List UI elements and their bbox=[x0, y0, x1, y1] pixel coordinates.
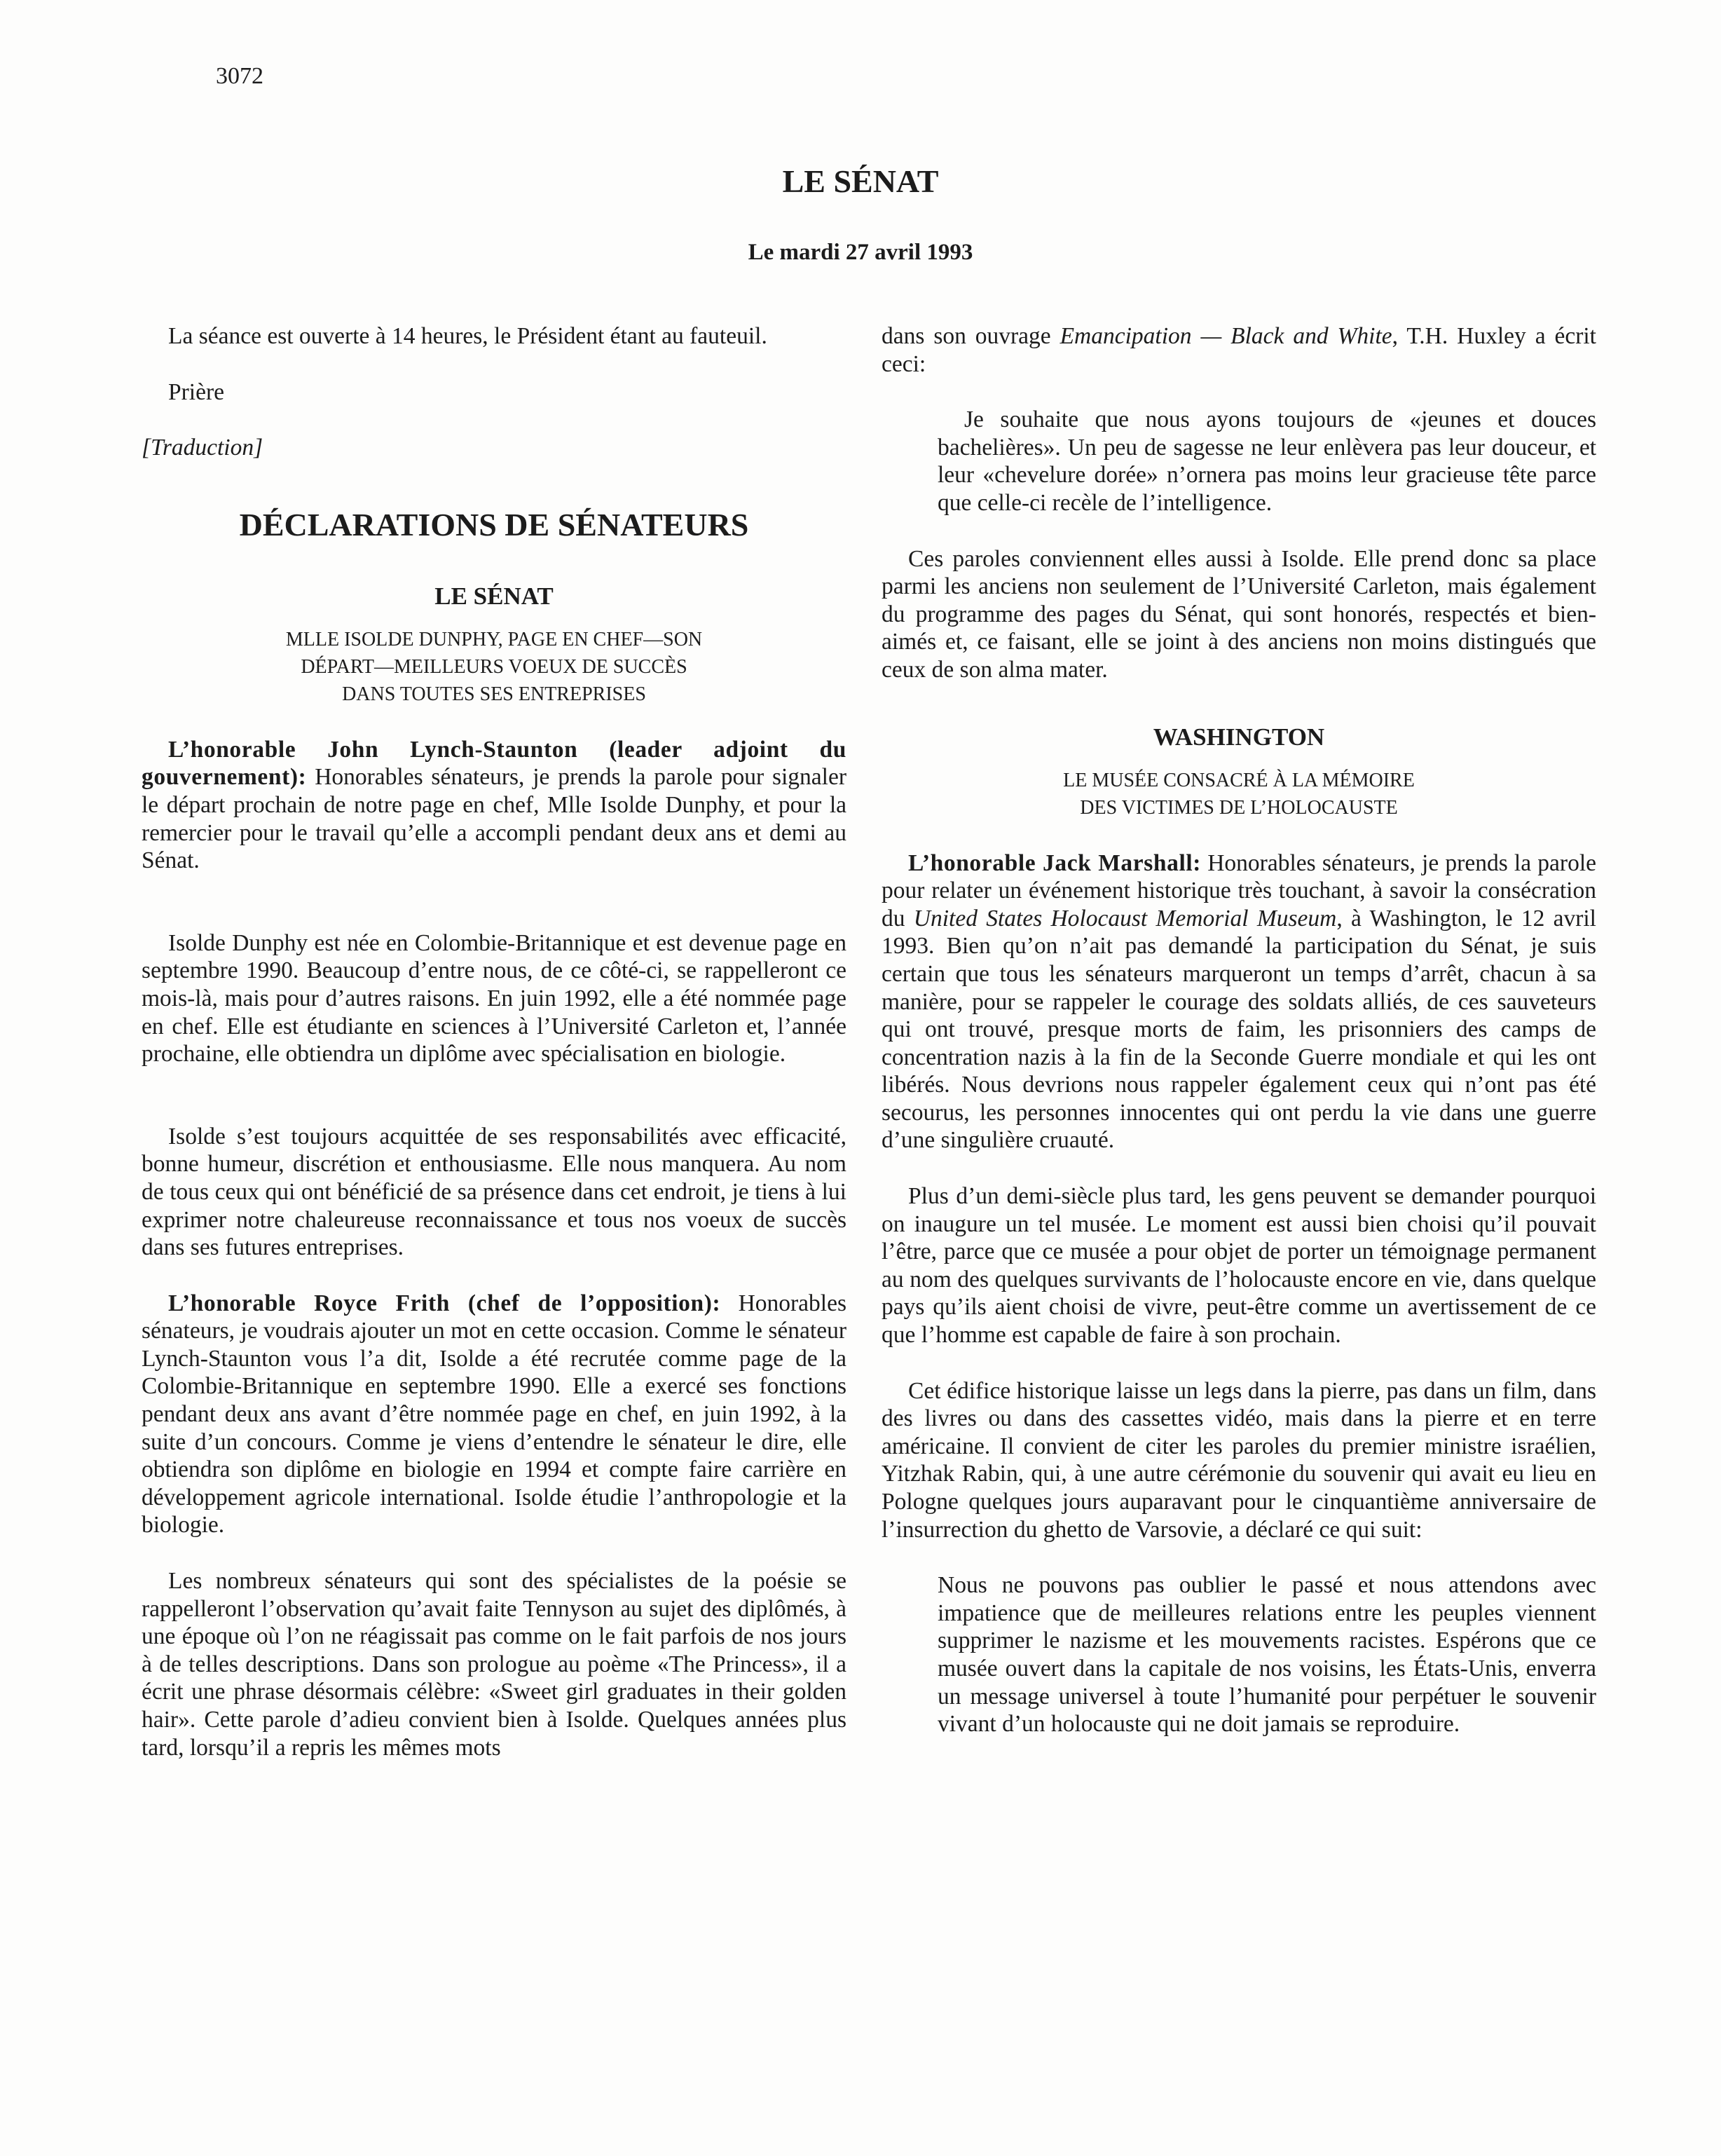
paragraph-legacy: Cet édifice historique laisse un legs dans la pierre, pas dans un film, dans des livres ou dans des cassettes vidéo, mais dans la pierre et en terre américaine. Il convient de citer les paroles du premier ministre israélien, Yitzhak Rabin, qui, à une autre cérémonie du souvenir qui avait eu lieu en Pologne quelques jours auparavant pour le cinquantième anniversaire de l’insurrection du ghetto de Varsovie, a déclaré ce qui suit: bbox=[882, 1377, 1596, 1543]
speech-text: Honorables sénateurs, je prends la parole pour relater un événement historique très touchant, à savoir la consécration du bbox=[882, 850, 1596, 932]
speech-text: Honorables sénateurs, je prends la parole pour signaler le départ prochain de notre page en chef, Mlle Isolde Dunphy, et pour la remercier pour le travail qu’elle a accompli pendant deux ans et demi au Sénat. bbox=[142, 764, 846, 874]
subsection-heading-senate: LE SÉNAT bbox=[434, 582, 554, 610]
topic-heading-dunphy bbox=[142, 626, 846, 708]
text-run: dans son ouvrage bbox=[882, 323, 1060, 349]
book-title: Emancipation — Black and White bbox=[1060, 323, 1392, 349]
speech-text: , à Washington, le 12 avril 1993. Bien qu’on n’ait pas demandé la participation du Sénat, je suis certain que tous les sénateurs marqueront un temps d’arrêt, chacun à sa manière, pour se rappeler le courage des soldats alliés, de ces sauveteurs qui ont trouvé, presque morts de faim, les prisonniers des camps de concentration nazis à la fin de la Seconde Guerre mondiale et qui les ont libérés. Nous devrions nous rappeler également ceux qui n’ont pas été secourus, les personnes innocentes qui ont perdu la vie dans une guerre d’une singulière cruauté. bbox=[882, 905, 1596, 1154]
subsection-heading-washington: WASHINGTON bbox=[1153, 723, 1325, 751]
topic-line: LE MUSÉE CONSACRÉ À LA MÉMOIRE bbox=[1063, 769, 1415, 791]
topic-line: DANS TOUTES SES ENTREPRISES bbox=[342, 683, 646, 705]
speech-lynch-staunton bbox=[142, 736, 846, 875]
speaker-name: L’honorable Royce Frith (chef de l’opposition): bbox=[168, 1290, 721, 1316]
page-number: 3072 bbox=[216, 63, 263, 89]
paragraph-responsibilities: Isolde s’est toujours acquittée de ses responsabilités avec efficacité, bonne humeur, discrétion et enthousiasme. Elle nous manquera. Au nom de tous ceux qui ont bénéficié de sa présence dans cet endroit, je tiens à lui exprimer notre chaleureuse reconnaissance et tous nos voeux de succès dans ses futures entreprises. bbox=[142, 1123, 846, 1261]
paragraph-half-century: Plus d’un demi-siècle plus tard, les gens peuvent se demander pourquoi on inaugure un tel musée. Le moment est aussi bien choisi qu’il pouvait l’être, parce que ce musée a pour objet de porter un témoignage permanent au nom des quelques survivants de l’holocauste encore en vie, dans quelque pays qu’ils aient choisi de vivre, peut-être comme un avertissement de ce que l’homme est capable de faire à son prochain. bbox=[882, 1183, 1596, 1349]
section-heading: DÉCLARATIONS DE SÉNATEURS bbox=[239, 506, 749, 543]
quote-huxley: Je souhaite que nous ayons toujours de «jeunes et douces bachelières». Un peu de sagesse ne leur enlèvera pas leur douceur, et leur «chevelure dorée» n’ornera pas moins leur gracieuse tête parce que celle-ci recèle de l’intelligence. bbox=[938, 407, 1596, 516]
sitting-date: Le mardi 27 avril 1993 bbox=[748, 240, 973, 265]
paragraph-closing: Ces paroles conviennent elles aussi à Isolde. Elle prend donc sa place parmi les anciens non seulement de l’Université Carleton, mais également du programme des pages du Sénat, qui sont honorés, respectés et bien-aimés et, ce faisant, elle se joint à des anciens non moins distingués que ceux de son alma mater. bbox=[882, 545, 1596, 683]
museum-name: United States Holocaust Memorial Museum bbox=[913, 905, 1337, 932]
speech-frith bbox=[142, 1290, 846, 1539]
paragraph-huxley bbox=[882, 322, 1596, 378]
translation-note: [Traduction] bbox=[142, 435, 263, 461]
page-title: LE SÉNAT bbox=[782, 163, 939, 199]
topic-line: DES VICTIMES DE L’HOLOCAUSTE bbox=[1080, 796, 1398, 819]
topic-line: DÉPART—MEILLEURS VOEUX DE SUCCÈS bbox=[301, 655, 687, 678]
speech-marshall bbox=[882, 850, 1596, 1155]
quote-rabin: Nous ne pouvons pas oublier le passé et nous attendons avec impatience que de meilleures relations entre les peuples viennent supprimer le nazisme et les mouvements racistes. Espérons que ce musée ouvert dans la capitale de nos voisins, les États-Unis, enverra un message universel à toute l’humanité pour perpétuer le souvenir vivant d’un holocauste qui ne doit jamais se reproduire. bbox=[938, 1572, 1596, 1738]
right-column bbox=[882, 322, 1596, 1738]
topic-heading-holocaust bbox=[882, 767, 1596, 821]
topic-line: MLLE ISOLDE DUNPHY, PAGE EN CHEF—SON bbox=[285, 628, 703, 650]
left-column bbox=[142, 322, 846, 1761]
paragraph-tennyson: Les nombreux sénateurs qui sont des spécialistes de la poésie se rappelleront l’observation qu’avait faite Tennyson au sujet des diplômés, à une époque où l’on ne réagissait pas comme on le fait parfois de nos jours à de telles descriptions. Dans son prologue au poème «The Princess», il a écrit une phrase désormais célèbre: «Sweet girl graduates in their golden hair». Cette parole d’adieu convient bien à Isolde. Quelques années plus tard, lorsqu’il a repris les mêmes mots bbox=[142, 1568, 846, 1761]
speech-text: Honorables sénateurs, je voudrais ajouter un mot en cette occasion. Comme le sénateur Lynch-Staunton vous l’a dit, Isolde a été recrutée comme page de la Colombie-Britannique en septembre 1990. Elle a exercé ses fonctions pendant deux ans avant d’être nommée page en chef, en juin 1992, à la suite d’un concours. Comme je viens d’entendre le sénateur le dire, elle obtiendra son diplôme en biologie en 1994 et compte faire carrière en développement agricole international. Isolde étudie l’anthropologie et la biologie. bbox=[142, 1290, 846, 1538]
opening-paragraph: La séance est ouverte à 14 heures, le Président étant au fauteuil. bbox=[168, 323, 767, 349]
speaker-name: L’honorable Jack Marshall: bbox=[908, 850, 1202, 876]
speaker-name: L’honorable John Lynch-Staunton (leader adjoint du gouvernement): bbox=[142, 736, 846, 791]
paragraph-birth: Isolde Dunphy est née en Colombie-Britannique et est devenue page en septembre 1990. Beaucoup d’entre nous, de ce côté-ci, se rappelleront ce mois-là, mais pour d’autres raisons. En juin 1992, elle a été nommée page en chef. Elle est étudiante en sciences à l’Université Carleton et, l’année prochaine, elle obtiendra un diplôme avec spécialisation en biologie. bbox=[142, 929, 846, 1067]
text-run: , T.H. Huxley a écrit ceci: bbox=[882, 323, 1596, 377]
prayer-label: Prière bbox=[168, 378, 224, 405]
